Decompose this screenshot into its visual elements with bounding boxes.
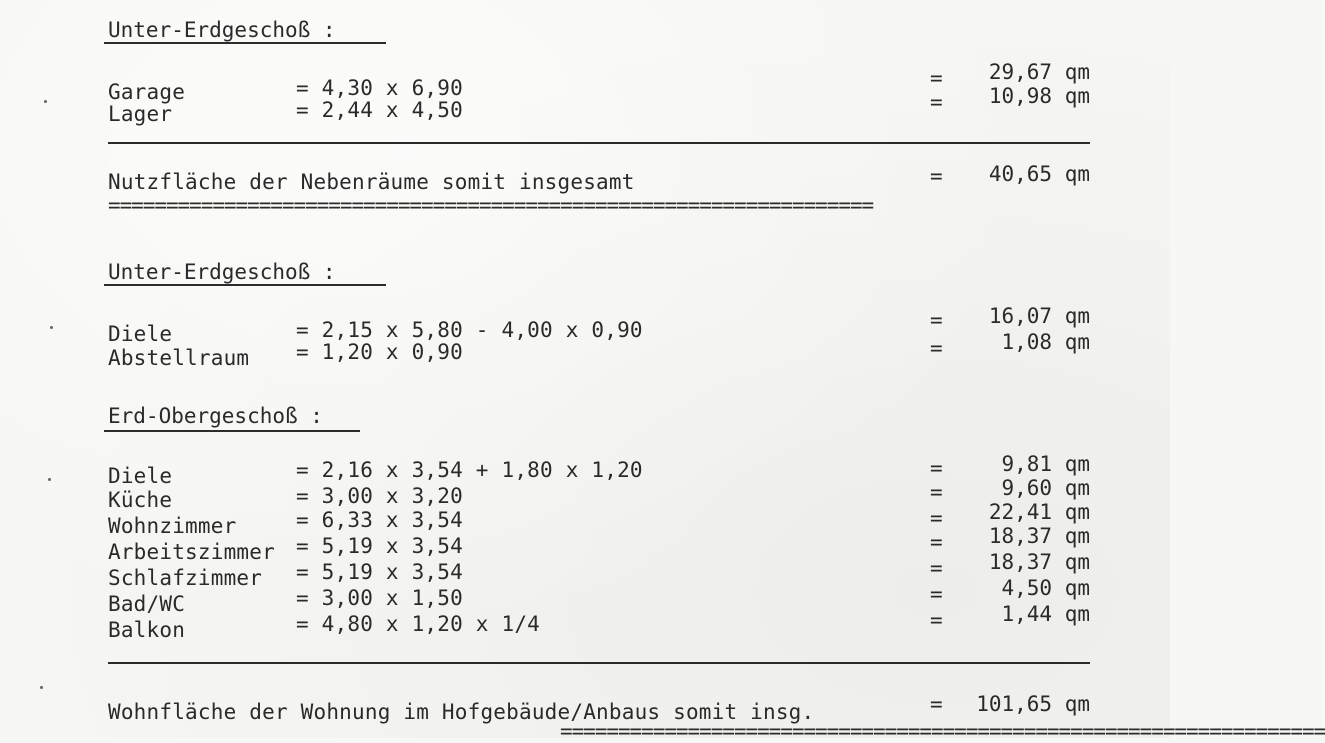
section2-row-eq: = [930, 336, 943, 360]
section1-heading-underline [104, 42, 386, 44]
section3-row-eq: = [930, 480, 943, 504]
section3-row-name: Küche [108, 488, 173, 512]
section3-row-eq: = [930, 506, 943, 530]
section3-row-eq: = [930, 608, 943, 632]
section2-row-name: Diele [108, 322, 173, 346]
section3-row-value: 1,44 qm [1001, 602, 1090, 626]
margin-speck [40, 686, 43, 689]
section3-row-value: 4,50 qm [1001, 576, 1090, 600]
section1-row-formula: = 4,30 x 6,90 [296, 76, 463, 100]
section1-row-name: Lager [108, 102, 173, 126]
section2-heading: Unter-Erdgeschoß : [108, 260, 336, 284]
section3-row-formula: = 4,80 x 1,20 x 1/4 [296, 612, 541, 636]
section3-row-value: 9,60 qm [1001, 476, 1090, 500]
section3-row-name: Bad/WC [108, 592, 186, 616]
section3-total-value: 101,65 qm [976, 692, 1090, 716]
section3-row-name: Arbeitszimmer [108, 540, 275, 564]
section3-row-eq: = [930, 530, 943, 554]
section3-double-rule: ================================================================== [560, 719, 1325, 743]
section1-row-name: Garage [108, 80, 186, 104]
section3-row-name: Balkon [108, 618, 186, 642]
section3-row-formula: = 3,00 x 3,20 [296, 484, 463, 508]
section3-row-formula: = 5,19 x 3,54 [296, 560, 463, 584]
section3-row-eq: = [930, 456, 943, 480]
section1-double-rule: ================================================================== [108, 193, 874, 217]
section3-row-name: Wohnzimmer [108, 514, 237, 538]
section1-total-value: 40,65 qm [988, 162, 1090, 186]
section3-total-rule [108, 662, 1090, 664]
section1-total-eq: = [930, 164, 943, 188]
section1-heading: Unter-Erdgeschoß : [108, 18, 336, 42]
section2-row-formula: = 1,20 x 0,90 [296, 340, 463, 364]
section1-total-rule [108, 142, 1090, 144]
section3-row-formula: = 3,00 x 1,50 [296, 586, 463, 610]
section3-row-formula: = 2,16 x 3,54 + 1,80 x 1,20 [296, 458, 643, 482]
section3-row-eq: = [930, 582, 943, 606]
section3-total-label: Wohnfläche der Wohnung im Hofgebäude/Anbaus somit insg. [108, 700, 815, 724]
section2-row-eq: = [930, 308, 943, 332]
section1-row-eq: = [930, 90, 943, 114]
section3-heading: Erd-Obergeschoß : [108, 404, 323, 428]
section2-row-name: Abstellraum [108, 346, 250, 370]
section3-heading-underline [104, 430, 360, 432]
section1-row-eq: = [930, 66, 943, 90]
section3-row-value: 18,37 qm [988, 524, 1090, 548]
section2-row-value: 1,08 qm [1001, 330, 1090, 354]
section2-row-value: 16,07 qm [988, 304, 1090, 328]
section3-row-formula: = 6,33 x 3,54 [296, 508, 463, 532]
section3-row-formula: = 5,19 x 3,54 [296, 534, 463, 558]
section3-row-value: 9,81 qm [1001, 452, 1090, 476]
section1-row-value: 10,98 qm [988, 84, 1090, 108]
section1-total-label: Nutzfläche der Nebenräume somit insgesamt [108, 170, 635, 194]
margin-speck [44, 100, 47, 103]
section3-row-value: 18,37 qm [988, 550, 1090, 574]
margin-speck [48, 478, 51, 481]
section3-total-eq: = [930, 692, 943, 716]
margin-speck [50, 326, 53, 329]
section3-row-eq: = [930, 556, 943, 580]
section2-row-formula: = 2,15 x 5,80 - 4,00 x 0,90 [296, 318, 643, 342]
section2-heading-underline [104, 284, 386, 286]
section1-row-value: 29,67 qm [988, 60, 1090, 84]
section3-row-name: Diele [108, 464, 173, 488]
section3-row-name: Schlafzimmer [108, 566, 263, 590]
section3-row-value: 22,41 qm [988, 500, 1090, 524]
section1-row-formula: = 2,44 x 4,50 [296, 98, 463, 122]
